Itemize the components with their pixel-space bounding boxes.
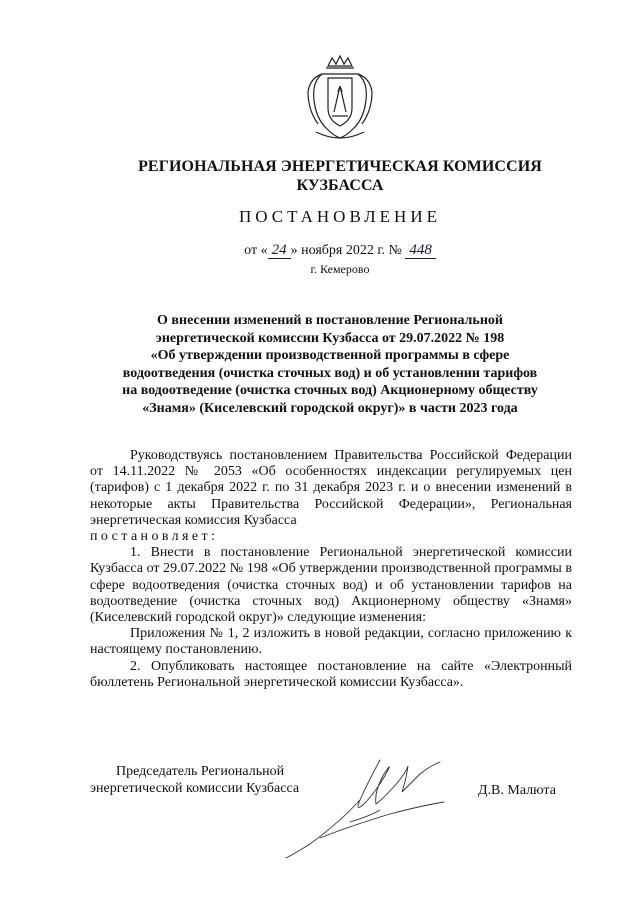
subject-line: «Об утверждении производственной программы в сфере xyxy=(150,348,510,363)
organization-name xyxy=(130,157,550,195)
subject-line: «Знамя» (Киселевский городской округ)» в части 2023 года xyxy=(142,400,518,416)
handwritten-signature xyxy=(280,752,450,862)
signer-name: Д.В. Малюта xyxy=(478,783,556,798)
preamble-paragraph: Руководствуясь постановлением Правительства Российской Федерации от 14.11.2022 № 2053 «Об особенностях индексации регулируемых цен (тарифов) с 1 декабря 2022 г. по 31 декабря 2023 г. и о внесении изменений в некоторые акты Правительства Российской Федерации», Региональная энергетическая комиссия Кузбасса xyxy=(90,448,572,528)
coat-of-arms-emblem xyxy=(300,52,380,142)
document-subject xyxy=(95,312,565,417)
subject-line: О внесении изменений в постановление Региональной xyxy=(157,313,503,328)
chairman-title-line-1: Председатель Региональной xyxy=(116,764,285,779)
organization-line-2: КУЗБАССА xyxy=(296,177,384,194)
item-1-paragraph: 1. Внести в постановление Региональной энергетической комиссии Кузбасса от 29.07.2022 № 198 «Об утверждении производственной программы в сфере водоотведения (очистка сточных вод) и об установлении тарифов на водоотведение (очистка сточных вод) Акционерному обществу «Знамя» (Киселевский городской округ)» следующие изменения: xyxy=(90,545,572,626)
subject-line: на водоотведение (очистка сточных вод) Акционерному обществу xyxy=(122,383,538,398)
document-type: ПОСТАНОВЛЕНИЕ xyxy=(238,207,441,226)
chairman-title-line-2: энергетической комиссии Кузбасса xyxy=(90,781,300,796)
subject-line: водоотведения (очистка сточных вод) и об установлении тарифов xyxy=(122,365,538,381)
item-1-detail-paragraph: Приложения № 1, 2 изложить в новой редакции, согласно приложению к настоящему постановлению. xyxy=(90,626,572,658)
subject-line: энергетической комиссии Кузбасса от 29.07.2022 № 198 xyxy=(155,330,505,346)
item-2-paragraph: 2. Опубликовать настоящее постановление на сайте «Электронный бюллетень Региональной энергетической комиссии Кузбасса». xyxy=(90,658,572,690)
document-date-line xyxy=(150,243,530,259)
organization-line-1: РЕГИОНАЛЬНАЯ ЭНЕРГЕТИЧЕСКАЯ КОМИССИЯ xyxy=(138,158,542,175)
city: г. Кемерово xyxy=(310,262,370,276)
date-middle: » ноября 2022 г. № xyxy=(290,243,402,258)
document-body xyxy=(90,448,572,691)
handwritten-day: 24 xyxy=(268,243,291,259)
resolves-word: постановляет: xyxy=(90,529,219,545)
handwritten-number: 448 xyxy=(405,243,436,259)
date-prefix: от « xyxy=(244,243,268,258)
